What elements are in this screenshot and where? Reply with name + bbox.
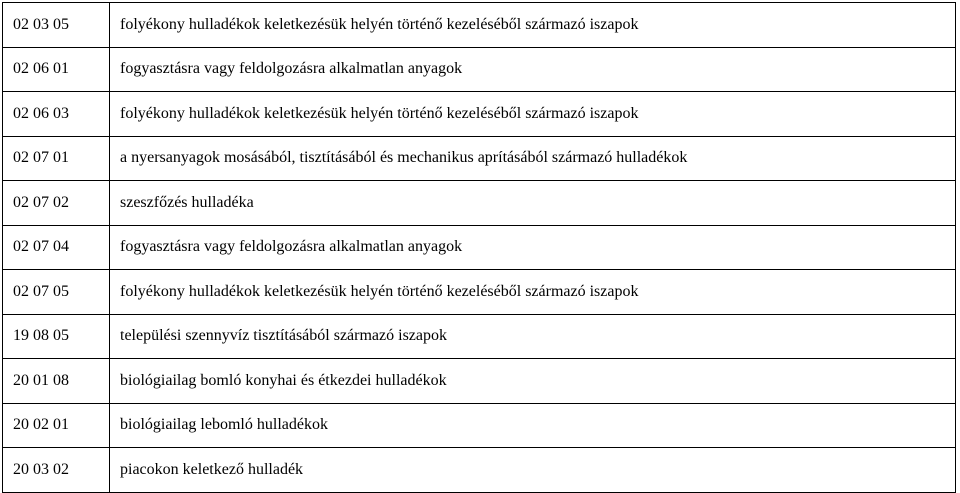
waste-description-cell: fogyasztásra vagy feldolgozásra alkalmatlan anyagok bbox=[110, 47, 956, 92]
waste-description-cell: települési szennyvíz tisztításából származó iszapok bbox=[110, 314, 956, 359]
waste-code-cell: 02 07 01 bbox=[3, 136, 110, 181]
waste-code-cell: 19 08 05 bbox=[3, 314, 110, 359]
waste-code-cell: 20 01 08 bbox=[3, 359, 110, 404]
waste-description-cell: folyékony hulladékok keletkezésük helyén történő kezeléséből származó iszapok bbox=[110, 270, 956, 315]
waste-code-cell: 02 03 05 bbox=[3, 3, 110, 48]
waste-description-cell: folyékony hulladékok keletkezésük helyén történő kezeléséből származó iszapok bbox=[110, 92, 956, 137]
waste-description-cell: biológiailag lebomló hulladékok bbox=[110, 403, 956, 448]
waste-code-cell: 20 03 02 bbox=[3, 448, 110, 493]
waste-code-cell: 02 07 02 bbox=[3, 181, 110, 226]
waste-code-cell: 02 06 03 bbox=[3, 92, 110, 137]
waste-code-cell: 02 07 05 bbox=[3, 270, 110, 315]
waste-description-cell: biológiailag bomló konyhai és étkezdei hulladékok bbox=[110, 359, 956, 404]
table-row bbox=[3, 314, 956, 359]
table-row bbox=[3, 403, 956, 448]
waste-code-table bbox=[2, 2, 956, 493]
table-row bbox=[3, 181, 956, 226]
waste-code-cell: 02 07 04 bbox=[3, 225, 110, 270]
table-row bbox=[3, 359, 956, 404]
table-row bbox=[3, 47, 956, 92]
table-row bbox=[3, 3, 956, 48]
waste-code-cell: 20 02 01 bbox=[3, 403, 110, 448]
table-row bbox=[3, 225, 956, 270]
table-row bbox=[3, 92, 956, 137]
table-row bbox=[3, 270, 956, 315]
waste-code-cell: 02 06 01 bbox=[3, 47, 110, 92]
waste-description-cell: fogyasztásra vagy feldolgozásra alkalmatlan anyagok bbox=[110, 225, 956, 270]
waste-description-cell: piacokon keletkező hulladék bbox=[110, 448, 956, 493]
waste-description-cell: a nyersanyagok mosásából, tisztításából és mechanikus aprításából származó hulladékok bbox=[110, 136, 956, 181]
waste-code-table-body bbox=[3, 3, 956, 493]
table-row bbox=[3, 136, 956, 181]
waste-description-cell: folyékony hulladékok keletkezésük helyén történő kezeléséből származó iszapok bbox=[110, 3, 956, 48]
waste-description-cell: szeszfőzés hulladéka bbox=[110, 181, 956, 226]
table-row bbox=[3, 448, 956, 493]
